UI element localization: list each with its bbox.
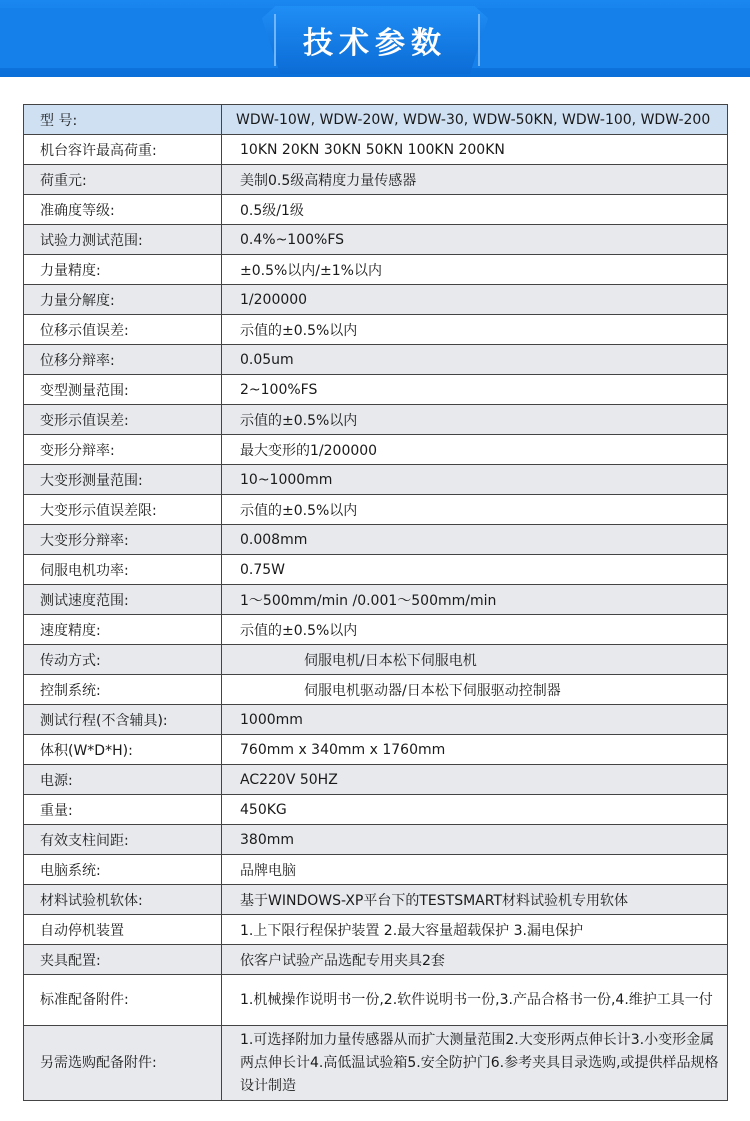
spec-key: 大变形示值误差限: [24,495,222,525]
table-row [24,645,728,675]
table-row [24,375,728,405]
spec-value: 示值的±0.5%以内 [222,615,728,645]
table-row [24,165,728,195]
spec-key: 伺服电机功率: [24,555,222,585]
spec-key: 测试行程(不含辅具): [24,705,222,735]
table-row [24,225,728,255]
spec-value: 0.5级/1级 [222,195,728,225]
table-row [24,795,728,825]
spec-key: 型 号: [24,105,222,135]
spec-key: 有效支柱间距: [24,825,222,855]
spec-key: 控制系统: [24,675,222,705]
spec-key: 变型测量范围: [24,375,222,405]
spec-value: 760mm x 340mm x 1760mm [222,735,728,765]
spec-value: 450KG [222,795,728,825]
table-row [24,675,728,705]
spec-key: 准确度等级: [24,195,222,225]
spec-value: 380mm [222,825,728,855]
table-row [24,345,728,375]
table-row [24,615,728,645]
table-row [24,435,728,465]
table-row [24,255,728,285]
spec-key: 另需选购配备附件: [24,1026,222,1101]
table-row [24,585,728,615]
table-row [24,495,728,525]
spec-value: 示值的±0.5%以内 [222,405,728,435]
spec-value: 1000mm [222,705,728,735]
spec-key: 荷重元: [24,165,222,195]
spec-value: 伺服电机驱动器/日本松下伺服驱动控制器 [222,675,728,705]
spec-value: WDW-10W, WDW-20W, WDW-30, WDW-50KN, WDW-100, WDW-200 [222,105,728,135]
spec-value: 1/200000 [222,285,728,315]
table-row [24,735,728,765]
spec-value: 示值的±0.5%以内 [222,315,728,345]
spec-value: 最大变形的1/200000 [222,435,728,465]
spec-key: 传动方式: [24,645,222,675]
spec-key: 试验力测试范围: [24,225,222,255]
spec-key: 夹具配置: [24,945,222,975]
spec-key: 力量分解度: [24,285,222,315]
spec-table-body [24,105,728,1101]
table-row [24,555,728,585]
table-row [24,975,728,1026]
spec-key: 重量: [24,795,222,825]
spec-key: 测试速度范围: [24,585,222,615]
spec-value: 0.75W [222,555,728,585]
spec-key: 大变形测量范围: [24,465,222,495]
spec-value: 品牌电脑 [222,855,728,885]
spec-value: 1.可选择附加力量传感器从而扩大测量范围2.大变形两点伸长计3.小变形金属两点伸长计4.高低温试验箱5.安全防护门6.参考夹具目录选购,或提供样品规格设计制造 [222,1026,728,1101]
spec-key: 电源: [24,765,222,795]
spec-table-container [23,104,728,1101]
table-row [24,285,728,315]
spec-key: 材料试验机软体: [24,885,222,915]
spec-key: 标准配备附件: [24,975,222,1026]
table-row [24,525,728,555]
spec-value: 2~100%FS [222,375,728,405]
spec-value: AC220V 50HZ [222,765,728,795]
spec-value: ±0.5%以内/±1%以内 [222,255,728,285]
spec-value: 0.008mm [222,525,728,555]
spec-value: 示值的±0.5%以内 [222,495,728,525]
spec-value: 伺服电机/日本松下伺服电机 [222,645,728,675]
table-row [24,135,728,165]
table-row [24,765,728,795]
table-row [24,915,728,945]
spec-key: 变形分辩率: [24,435,222,465]
spec-value: 基于WINDOWS-XP平台下的TESTSMART材料试验机专用软体 [222,885,728,915]
spec-key: 速度精度: [24,615,222,645]
table-row [24,705,728,735]
spec-key: 大变形分辩率: [24,525,222,555]
spec-key: 机台容许最高荷重: [24,135,222,165]
table-row [24,405,728,435]
spec-key: 位移分辩率: [24,345,222,375]
spec-value: 10~1000mm [222,465,728,495]
spec-value: 依客户试验产品选配专用夹具2套 [222,945,728,975]
table-row [24,885,728,915]
spec-key: 位移示值误差: [24,315,222,345]
spec-value: 1.机械操作说明书一份,2.软件说明书一份,3.产品合格书一份,4.维护工具一付 [222,975,728,1026]
page-title: 技术参数 [303,26,447,61]
spec-key: 体积(W*D*H): [24,735,222,765]
table-row [24,105,728,135]
table-row [24,465,728,495]
spec-value: 美制0.5级高精度力量传感器 [222,165,728,195]
spec-key: 变形示值误差: [24,405,222,435]
spec-value: 0.4%~100%FS [222,225,728,255]
spec-key: 自动停机装置 [24,915,222,945]
spec-value: 10KN 20KN 30KN 50KN 100KN 200KN [222,135,728,165]
table-row [24,195,728,225]
spec-table [23,104,728,1101]
spec-value: 1～500mm/min /0.001～500mm/min [222,585,728,615]
spec-value: 0.05um [222,345,728,375]
spec-value: 1.上下限行程保护装置 2.最大容量超载保护 3.漏电保护 [222,915,728,945]
table-row [24,945,728,975]
table-row [24,315,728,345]
table-row [24,825,728,855]
table-row [24,855,728,885]
spec-key: 力量精度: [24,255,222,285]
spec-key: 电脑系统: [24,855,222,885]
table-row [24,1026,728,1101]
